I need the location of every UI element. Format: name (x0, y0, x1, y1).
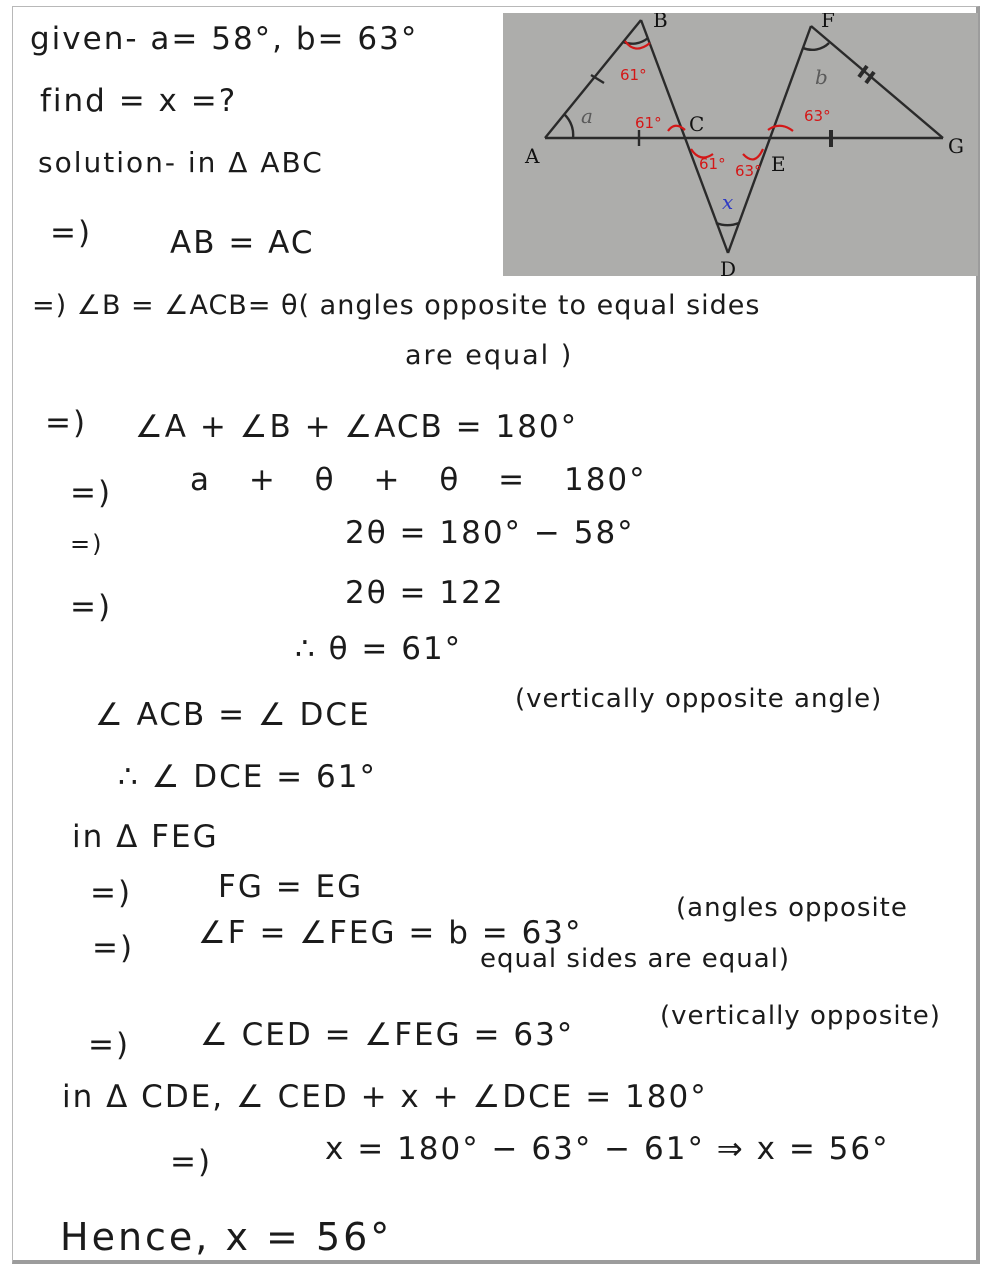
implies-3: =) (70, 475, 113, 511)
final-answer: Hence, x = 56° (60, 1215, 393, 1259)
implies-1: =) (50, 215, 93, 251)
label-g-point: G (948, 134, 964, 158)
red-61-dce: 61° (699, 155, 726, 173)
in-feg-line: in Δ FEG (72, 819, 219, 855)
angle-f-line: ∠F = ∠FEG = b = 63° (198, 915, 583, 951)
fg-eg-line: FG = EG (218, 869, 364, 905)
solution-line: solution- in Δ ABC (38, 146, 324, 179)
acb-dce-line: ∠ ACB = ∠ DCE (95, 697, 371, 733)
red-63-feg: 63° (804, 107, 831, 125)
red-61-b: 61° (620, 66, 647, 84)
red-63-ced: 63° (735, 162, 762, 180)
implies-6: =) (90, 875, 133, 911)
angle-x-arc (716, 223, 739, 225)
red-61-acb: 61° (635, 114, 662, 132)
label-d-point: D (720, 257, 737, 276)
label-e-point: E (771, 152, 786, 176)
ced-feg-line: ∠ CED = ∠FEG = 63° (200, 1017, 575, 1053)
triangle-diagram (503, 13, 978, 276)
in-cde-line: in Δ CDE, ∠ CED + x + ∠DCE = 180° (62, 1079, 708, 1115)
are-equal-line: are equal ) (405, 340, 574, 371)
vertically-opposite-1: (vertically opposite angle) (515, 684, 883, 714)
angle-a-arc (565, 115, 573, 138)
line-b-d (641, 20, 728, 253)
angles-opposite-text: (angles opposite (676, 893, 908, 923)
angle-b-line: =) ∠B = ∠ACB= θ( angles opposite to equal sides (32, 290, 761, 321)
given-line: given- a= 58°, b= 63° (30, 21, 419, 57)
label-b-point: B (653, 13, 668, 32)
theta-61-line: ∴ θ = 61° (295, 631, 463, 667)
implies-5: =) (70, 589, 113, 625)
equal-sides-text: equal sides are equal) (480, 944, 791, 974)
label-f-point: F (821, 13, 835, 32)
implies-9: =) (170, 1144, 213, 1180)
label-a-angle: a (581, 104, 593, 128)
vertically-opposite-2: (vertically opposite) (660, 1001, 941, 1031)
implies-7: =) (92, 930, 135, 966)
find-line: find = x =? (40, 83, 238, 119)
angle-sum-line: ∠A + ∠B + ∠ACB = 180° (135, 409, 579, 445)
two-theta-line-2: 2θ = 122 (345, 575, 505, 611)
ab-equals-ac: AB = AC (170, 225, 315, 261)
diagram-svg (503, 13, 978, 276)
label-b-angle: b (815, 65, 828, 89)
angle-f-arc (803, 43, 829, 50)
implies-4: =) (70, 530, 104, 558)
x-calculation-line: x = 180° − 63° − 61° ⇒ x = 56° (325, 1131, 890, 1167)
line-f-g (811, 26, 943, 138)
line-d-f (728, 26, 811, 253)
dce-61-line: ∴ ∠ DCE = 61° (118, 759, 377, 795)
implies-8: =) (88, 1027, 131, 1063)
a-theta-line: a + θ + θ = 180° (190, 462, 647, 498)
label-x-angle: x (722, 190, 734, 214)
label-a-point: A (525, 144, 540, 168)
label-c-point: C (689, 112, 705, 136)
implies-2: =) (45, 405, 88, 441)
two-theta-line-1: 2θ = 180° − 58° (345, 515, 635, 551)
red-arc-ced (743, 149, 763, 159)
